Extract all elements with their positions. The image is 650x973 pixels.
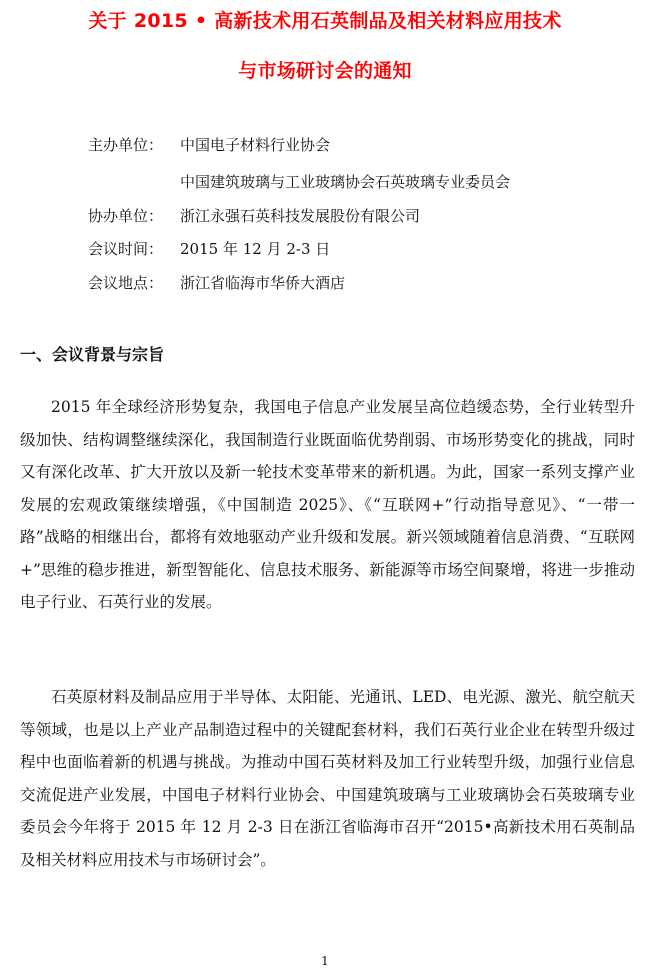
organizer-value-2: 中国建筑玻璃与工业玻璃协会石英玻璃专业委员会 [180, 173, 511, 191]
section-heading-background: 一、会议背景与宗旨 [20, 345, 165, 364]
document-title-line-1: 关于 2015 • 高新技术用石英制品及相关材料应用技术 [88, 10, 562, 32]
paragraph-purpose: 石英原材料及制品应用于半导体、太阳能、光通讯、LED、电光源、激光、航空航天等领域，也是以上产业产品制造过程中的关键配套材料，我们石英行业企业在转型升级过程中也面临着新的机遇与挑战。为推动中国石英材料及加工行业转型升级，加强行业信息交流促进产业发展，中国电子材料行业协会、中国建筑玻璃与工业玻璃协会石英玻璃专业委员会今年将于 2015 年 12 月 2-3 日在浙江省临海市召开“2015•高新技术用石英制品及相关材料应用技术与市场研讨会”。 [20, 688, 635, 869]
organizer-value-1: 中国电子材料行业协会 [180, 136, 331, 154]
organizer-label: 主办单位： [88, 136, 164, 154]
meeting-venue-row [88, 271, 345, 295]
meeting-venue-label: 会议地点： [88, 274, 164, 292]
organizer-row [88, 133, 330, 157]
co-organizer-row [88, 204, 420, 228]
paragraph-background: 2015 年全球经济形势复杂，我国电子信息产业发展呈高位趋缓态势，全行业转型升级加快、结构调整继续深化，我国制造行业既面临优势削弱、市场形势变化的挑战，同时又有深化改革、扩大开放以及新一轮技术变革带来的新机遇。为此，国家一系列支撑产业发展的宏观政策继续增强，《中国制造 2025》、《“互联网+”行动指导意见》、“一带一路”战略的相继出台，都将有效地驱动产业升级和发展。新兴领域随着信息消费、“互联网+”思维的稳步推进，新型智能化、信息技术服务、新能源等市场空间聚增，将进一步推动电子行业、石英行业的发展。 [20, 398, 635, 611]
co-organizer-value: 浙江永强石英科技发展股份有限公司 [180, 207, 421, 225]
meeting-venue-value: 浙江省临海市华侨大酒店 [180, 274, 346, 292]
document-title-line-2: 与市场研讨会的通知 [238, 60, 412, 82]
meeting-time-value: 2015 年 12 月 2-3 日 [180, 240, 331, 258]
meeting-time-label: 会议时间： [88, 240, 164, 258]
co-organizer-label: 协办单位： [88, 207, 164, 225]
page-number: 1 [321, 954, 329, 968]
meeting-time-row [88, 237, 330, 261]
organizer-row-2 [180, 170, 510, 194]
